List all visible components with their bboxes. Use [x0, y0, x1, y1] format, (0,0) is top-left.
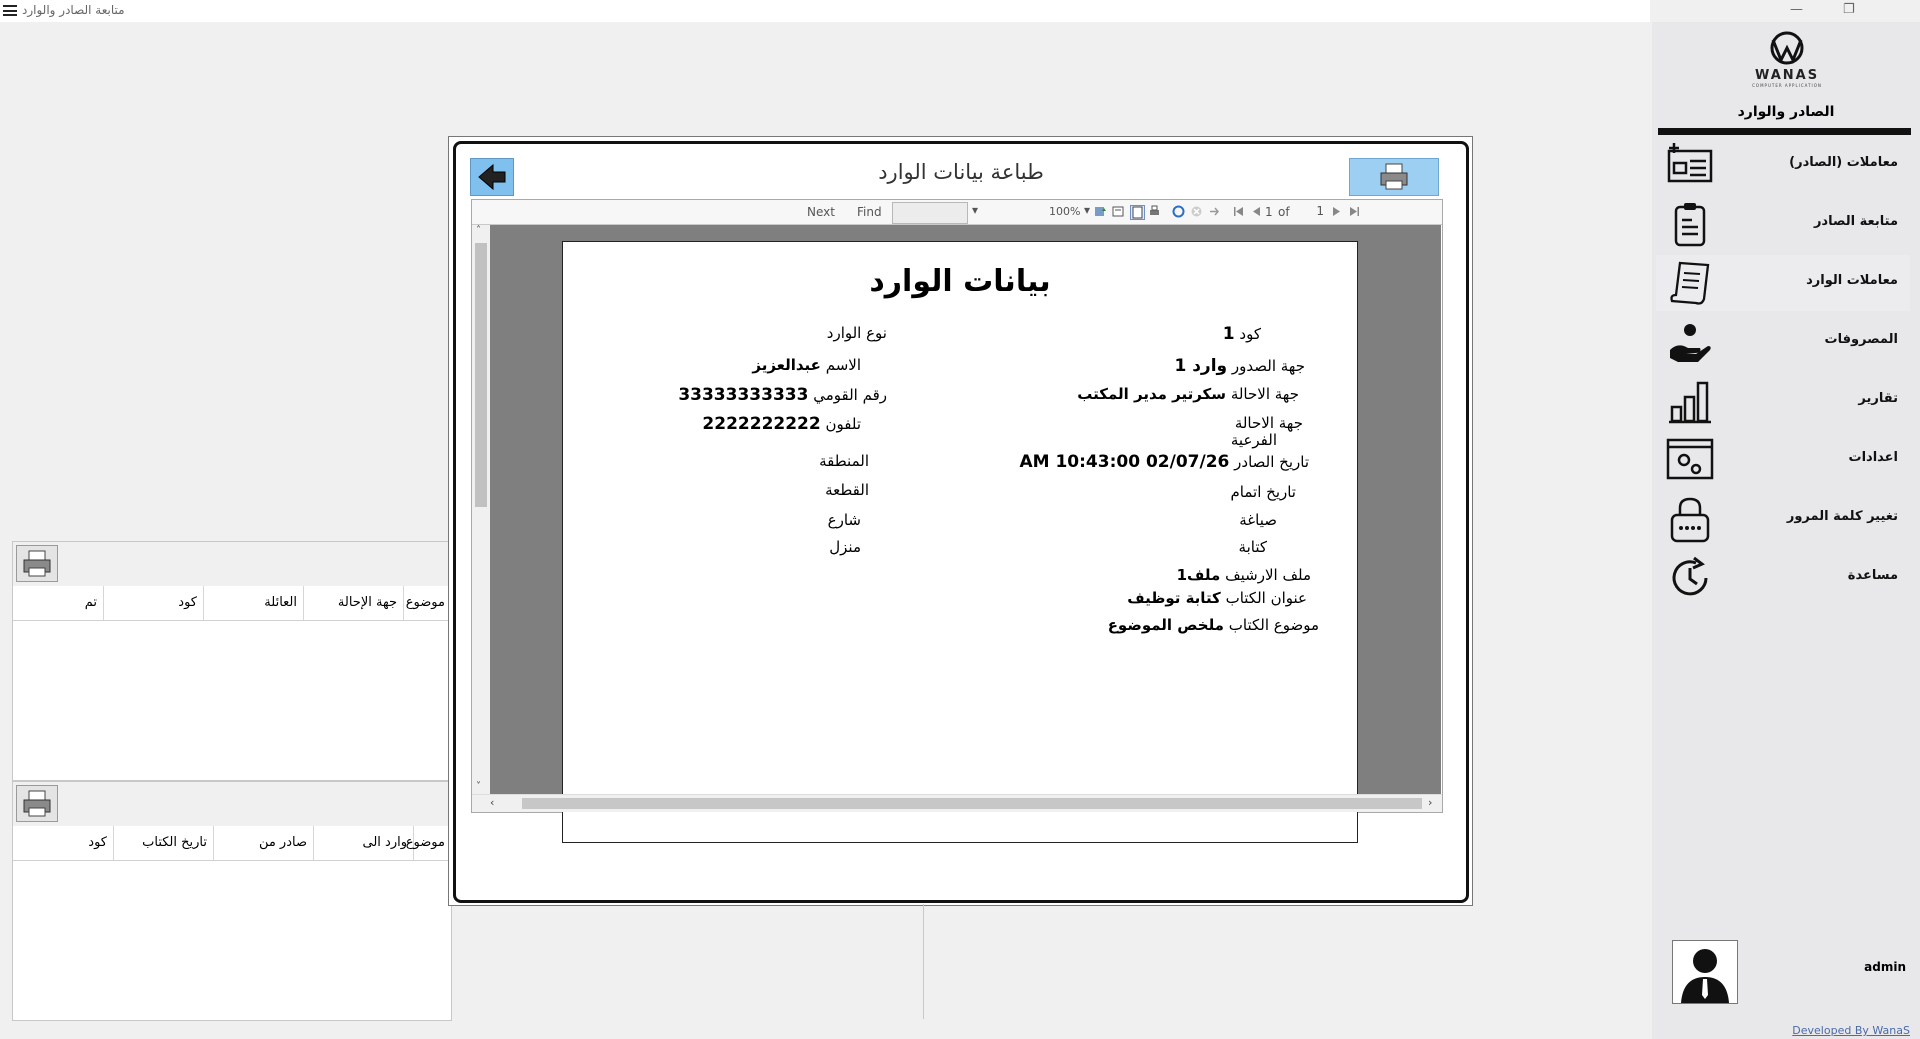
column-header[interactable]: تم	[84, 595, 97, 610]
printer-icon	[17, 546, 57, 581]
title-bar	[0, 0, 1650, 22]
completion-date-label: تاريخ اتمام	[1230, 483, 1296, 501]
letter-subject-field: موضوع الكتاب ملخص الموضوع	[1107, 616, 1319, 634]
refresh-icon[interactable]	[1172, 205, 1185, 218]
code-field: كود 1	[1222, 324, 1261, 344]
column-header[interactable]: موضوع	[413, 826, 451, 860]
report-canvas	[490, 225, 1441, 794]
print-button[interactable]	[16, 545, 58, 582]
archive-field: ملف الارشيف ملف1	[1176, 566, 1311, 584]
chevron-right-icon[interactable]: ›	[1428, 796, 1433, 809]
name-field: الاسم عبدالعزيز	[752, 356, 861, 374]
outgoing-panel	[12, 541, 452, 781]
of-label: of	[1278, 205, 1290, 219]
drafting-label: صياغة	[1239, 511, 1277, 529]
restore-icon[interactable]: ❐	[1843, 2, 1855, 17]
sidebar-item-outgoing-transactions[interactable]	[1656, 137, 1910, 193]
sidebar-item-label: معاملات (الصادر)	[1789, 155, 1898, 170]
sidebar-item-label: اعدادات	[1848, 450, 1898, 465]
report-toolbar	[472, 200, 1442, 225]
money-hand-icon	[1666, 318, 1714, 366]
export-icon[interactable]	[1094, 205, 1107, 218]
chevron-down-icon[interactable]: ▾	[1084, 203, 1091, 217]
letter-title-field: عنوان الكتاب كتابة توظيف	[1127, 589, 1307, 607]
vertical-scrollbar[interactable]	[472, 225, 490, 795]
clipboard-icon	[1666, 200, 1714, 248]
chevron-left-icon[interactable]: ‹	[490, 796, 495, 809]
sidebar-item-reports[interactable]	[1656, 373, 1910, 429]
sidebar-item-change-password[interactable]	[1656, 491, 1910, 547]
stop-icon[interactable]	[1190, 205, 1203, 218]
sidebar-item-label: مساعدة	[1847, 568, 1898, 583]
wanas-logo-icon	[1765, 30, 1809, 66]
zoom-select[interactable]: 100%	[1049, 205, 1081, 218]
issue-date-field: تاريخ الصادر 02/07/26 10:43:00 AM	[1019, 452, 1309, 472]
document-icon	[1666, 259, 1714, 307]
history-icon	[1666, 554, 1714, 602]
divider	[1658, 128, 1911, 135]
chevron-down-icon[interactable]: ˅	[476, 781, 481, 792]
last-page-icon[interactable]	[1348, 205, 1361, 218]
dialog-title: طباعة بيانات الوارد	[878, 160, 1044, 184]
logo	[1750, 30, 1824, 92]
report-title: بيانات الوارد	[869, 264, 1051, 299]
avatar[interactable]	[1672, 940, 1738, 1004]
grid-header	[13, 826, 451, 861]
sub-referral-label-2: الفرعية	[1230, 431, 1277, 449]
sidebar-item-label: متابعة الصادر	[1813, 214, 1898, 229]
sidebar-item-label: المصروفات	[1824, 332, 1898, 347]
incoming-grid[interactable]	[13, 826, 451, 1020]
plot-label: القطعة	[825, 481, 869, 499]
grid-header	[13, 586, 451, 621]
region-label: المنطقة	[819, 452, 869, 470]
printer-icon[interactable]	[1148, 205, 1161, 218]
sidebar-item-outgoing-followup[interactable]	[1656, 196, 1910, 252]
arrow-right-icon[interactable]	[1208, 205, 1221, 218]
total-pages: 1	[1316, 204, 1324, 218]
developer-link[interactable]: Developed By WanaS	[1792, 1024, 1910, 1037]
chevron-down-icon[interactable]: ▾	[972, 203, 979, 217]
horizontal-scrollbar[interactable]	[472, 794, 1442, 812]
dialog-frame	[453, 141, 1469, 903]
phone-field: تلفون 2222222222	[702, 414, 861, 434]
sidebar-title: الصادر والوارد	[1737, 104, 1835, 120]
column-header[interactable]: جهة الإحالة	[303, 586, 403, 620]
printer-icon	[1350, 159, 1438, 195]
current-page[interactable]: 1	[1265, 205, 1273, 219]
sidebar-item-label: معاملات الوارد	[1806, 273, 1898, 288]
column-header[interactable]: موضوع	[403, 586, 451, 620]
print-layout-icon[interactable]	[1130, 205, 1145, 220]
menu-icon[interactable]	[3, 5, 17, 16]
find-link[interactable]: Find	[857, 205, 882, 219]
sidebar-item-expenses[interactable]	[1656, 314, 1910, 370]
print-button[interactable]	[1349, 158, 1439, 196]
street-label: شارع	[827, 511, 861, 529]
column-header[interactable]: صادر من	[213, 826, 313, 860]
print-button[interactable]	[16, 785, 58, 822]
id-card-icon	[1666, 141, 1714, 189]
window-title: متابعة الصادر والوارد	[22, 3, 125, 17]
sidebar-item-label: تغيير كلمة المرور	[1786, 509, 1898, 524]
page-setup-icon[interactable]	[1112, 205, 1125, 218]
report-page	[562, 241, 1358, 843]
sidebar-item-help[interactable]	[1656, 550, 1910, 606]
find-next-link[interactable]: Next	[807, 205, 835, 219]
sub-referral-label-1: جهة الاحالة	[1234, 414, 1303, 432]
scrollbar-thumb[interactable]	[522, 798, 1422, 809]
sidebar	[1652, 22, 1920, 1039]
outgoing-grid[interactable]	[13, 586, 451, 780]
sidebar-item-incoming-transactions[interactable]	[1656, 255, 1910, 311]
minimize-icon[interactable]: —	[1790, 2, 1803, 17]
column-header[interactable]: كود	[103, 586, 203, 620]
column-header[interactable]: وارد الى	[313, 826, 413, 860]
logo-subtitle: COMPUTER APPLICATION	[1752, 83, 1822, 88]
report-viewer	[471, 199, 1443, 813]
sidebar-item-settings[interactable]	[1656, 432, 1910, 488]
user-silhouette-icon	[1673, 941, 1737, 1003]
user-name: admin	[1864, 960, 1906, 974]
divider	[923, 904, 924, 1019]
issuer-field: جهة الصدور وارد 1	[1174, 356, 1305, 376]
print-dialog	[448, 136, 1473, 906]
column-header[interactable]: تاريخ الكتاب	[113, 826, 213, 860]
next-page-icon[interactable]	[1330, 205, 1343, 218]
referral-field: جهة الاحالة سكرتير مدير المكتب	[1077, 385, 1299, 403]
writing-label: كتابة	[1238, 538, 1267, 556]
incoming-panel	[12, 781, 452, 1021]
sidebar-item-label: تقارير	[1858, 391, 1898, 406]
chevron-up-icon[interactable]: ˄	[476, 225, 481, 236]
printer-icon	[17, 786, 57, 821]
house-label: منزل	[829, 538, 861, 556]
column-header[interactable]: العائلة	[203, 586, 303, 620]
national-id-field: رقم القومي 33333333333	[678, 385, 887, 405]
bar-chart-icon	[1666, 377, 1714, 425]
lock-icon	[1666, 495, 1714, 543]
prev-page-icon[interactable]	[1250, 205, 1263, 218]
incoming-type-label: نوع الوارد	[826, 324, 887, 342]
column-header[interactable]: كود	[88, 835, 107, 850]
logo-text: WANAS	[1754, 68, 1820, 83]
first-page-icon[interactable]	[1232, 205, 1245, 218]
settings-window-icon	[1666, 436, 1714, 484]
find-input[interactable]	[892, 202, 968, 224]
scrollbar-thumb[interactable]	[475, 243, 487, 507]
